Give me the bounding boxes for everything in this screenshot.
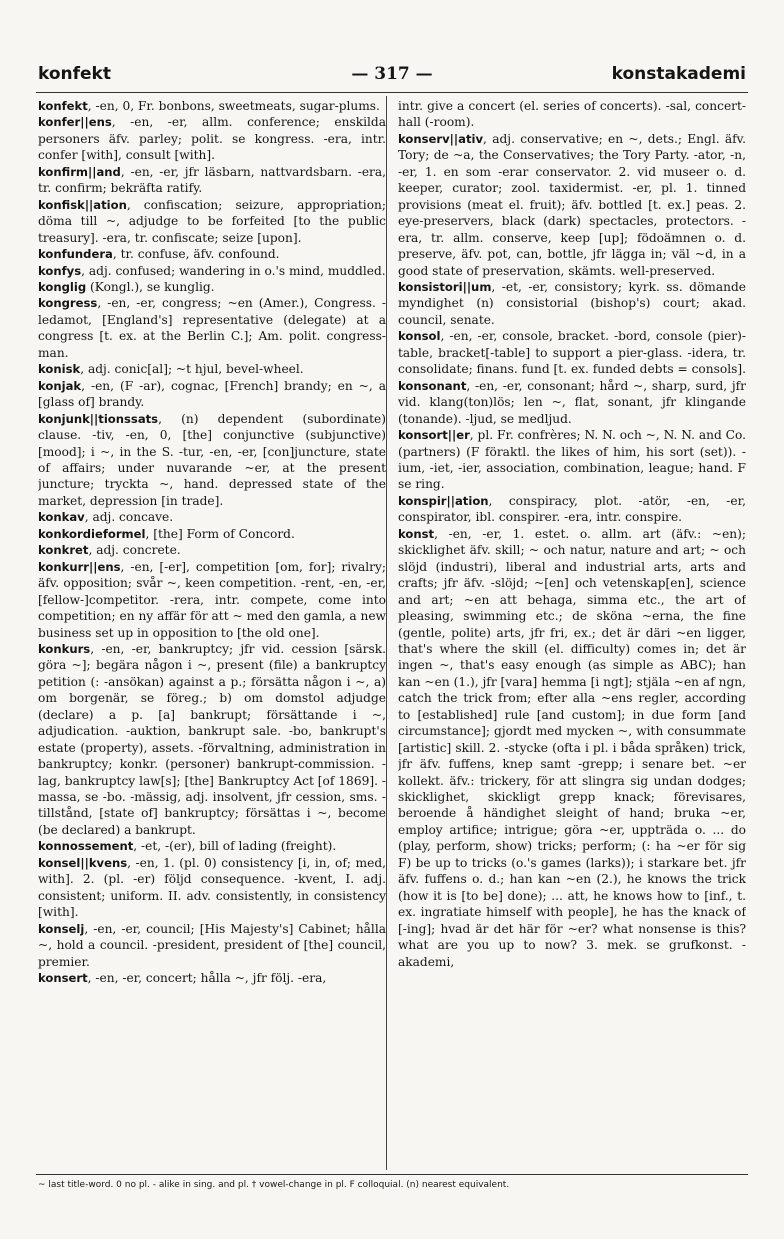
headword: konsol — [398, 329, 441, 344]
running-header — [38, 64, 746, 88]
headword: konspir||ation — [398, 493, 489, 508]
dictionary-entry: konkordieformel, [the] Form of Concord. — [38, 526, 295, 541]
dictionary-entry: konjunk||tionssats, (n) dependent (subordinate) clause. -tiv, -en, 0, [the] conjunctive (subjunctive) [mood]; i ~, in the S. -tur, -en, -er, [con]juncture, state of affairs; under nuvarande ~er, at the present juncture; tryckta ~, hand. depressed state of the market, depression [in trade]. — [38, 411, 386, 508]
dictionary-entry: konselj, -en, -er, council; [His Majesty's] Cabinet; hålla ~, hold a council. -president, president of [the] council, premier. — [38, 921, 386, 969]
dictionary-entry: konspir||ation, conspiracy, plot. -atör, -en, -er, conspirator, ibl. conspirer. -era, intr. conspire. — [398, 493, 746, 525]
dictionary-entry: intr. give a concert (el. series of concerts). -sal, concert-hall (-room). — [398, 99, 746, 130]
dictionary-entry: konsel||kvens, -en, 1. (pl. 0) consistency [i, in, of; med, with]. 2. (pl. -er) följd consequence. -kvent, I. adj. consistent; uniform. II. adv. consistently, in consistency [with]. — [38, 855, 386, 920]
headword: konglig — [38, 279, 87, 294]
dictionary-entry: konfys, adj. confused; wandering in o.'s mind, muddled. — [38, 263, 386, 278]
footer-rule — [36, 1174, 748, 1175]
dictionary-entry: konsert, -en, -er, concert; hålla ~, jfr följ. -era, — [38, 971, 327, 986]
dictionary-entry: konsonant, -en, -er, consonant; hård ~, sharp, surd, jfr vid. klang(ton)lös; len ~, flat, sonant, jfr klingande (tonande). -ljud, se medljud. — [398, 378, 746, 426]
dictionary-entry: konisk, adj. conic[al]; ~t hjul, bevel-wheel. — [38, 362, 304, 377]
right-guide-word: konstakademi — [611, 64, 746, 84]
headword: konjak — [38, 378, 82, 393]
headword: konfirm||and — [38, 164, 121, 179]
dictionary-entry: konsistori||um, -et, -er, consistory; kyrk. ss. dömande myndighet (n) consistorial (bishop's) court; akad. council, senate. — [398, 279, 746, 327]
headword: konfundera — [38, 247, 113, 262]
dictionary-entry: konsol, -en, -er, console, bracket. -bord, console (pier)-table, bracket[-table] to support a pier-glass. -idera, tr. consolidate; finans. fund [t. ex. funded debts = consols]. — [398, 329, 746, 377]
dictionary-entry: konfisk||ation, confiscation; seizure, appropriation; döma till ~, adjudge to be forfeited [to the public treasury]. -era, tr. confiscate; seize [upon]. — [38, 197, 386, 245]
column-divider — [386, 96, 387, 1170]
header-rule — [36, 92, 748, 93]
headword: konjunk||tionssats — [38, 411, 159, 426]
dictionary-entry: konkurs, -en, -er, bankruptcy; jfr vid. cession [särsk. göra ~]; begära någon i ~, present (file) a bankruptcy petition (: -ansökan) against a p.; försätta någon i ~, a) om borgenär, se föreg.; b) om domstol adjudge (declare) a p. [a] bankrupt; försättande i ~, adjudication. -auktion, bankrupt sale. -bo, bankrupt's estate (property), assets. -förvaltning, administration in bankruptcy; konkr. (personer) bankrupt-commission. -lag, bankruptcy law[s]; [the] Bankruptcy Act [of 1869]. -massa, se -bo. -mässig, adj. insolvent, jfr cession, sms. -tillstånd, [state of] bankruptcy; försättas i ~, become (be declared) a bankrupt. — [38, 641, 386, 837]
dictionary-entry: konglig (Kongl.), se kunglig. — [38, 279, 215, 294]
headword: konfisk||ation — [38, 197, 127, 212]
headword: konserv||ativ — [398, 131, 484, 146]
headword: konsel||kvens — [38, 855, 128, 870]
headword: konst — [398, 526, 435, 541]
dictionary-entry: konsort||er, pl. Fr. confrères; N. N. och ~, N. N. and Co. (partners) (F föraktl. the likes of him, his sort (set)). -ium, -iet, -ier, association, combination, league; hand. F se ring. — [398, 428, 746, 492]
dictionary-entry: konserv||ativ, adj. conservative; en ~, dets.; Engl. äfv. Tory; de ~a, the Conservatives; the Tory Party. -ator, -n, -er, 1. en som -erar conservator. 2. vid museer o. d. keeper, curator; zool. taxidermist. -er, pl. 1. tinned provisions (meat el. fruit); äfv. bottled [t. ex.] peas. 2. eye-preservers, black (dark) spectacles, protectors. -era, tr. allm. conserve, keep [up]; födoämnen o. d. preserve, äfv. pot, can, bottle, jfr lägga in; väl ~d, in a good state of preservation, skämts. well-preserved. — [398, 131, 746, 278]
headword: konfekt — [38, 99, 88, 113]
headword: konsert — [38, 971, 88, 986]
page-number: — 317 — — [351, 64, 433, 84]
dictionary-entry: konfer||ens, -en, -er, allm. conference; enskilda personers äfv. parley; polit. se kongress. -era, intr. confer [with], consult [with]. — [38, 115, 386, 163]
dictionary-entry: konjak, -en, (F -ar), cognac, [French] brandy; en ~, a [glass of] brandy. — [38, 378, 386, 410]
headword: konkret — [38, 543, 89, 558]
headword: konkurr||ens — [38, 559, 121, 574]
dictionary-entry: konnossement, -et, -(er), bill of lading (freight). — [38, 839, 337, 854]
dictionary-entry: konkret, adj. concrete. — [38, 543, 181, 558]
dictionary-entry: konkav, adj. concave. — [38, 510, 174, 525]
headword: konselj — [38, 921, 85, 936]
headword: konsonant — [398, 378, 467, 393]
dictionary-entry: konst, -en, -er, 1. estet. o. allm. art (äfv.: ~en); skicklighet äfv. skill; ~ och natur, nature and art; ~ och slöjd (industri), liberal and industrial arts, arts and crafts; jfr äfv. -slöjd; ~[en] och vetenskap[en], science and art; ~en att behaga, simma etc., the art of pleasing, swimming etc.; de sköna ~erna, the fine (gentle, polite) arts, jfr fri, ex.; det är däri ~en ligger, that's where the skill (el. difficulty) comes in; det är ingen ~, that's easy enough (as simple as ABC); han kan ~en (1.), jfr [vara] hemma [i ngt]; stjäla ~en af ngn, catch the trick from; efter alla ~ens regler, according to [established] rule [and custom]; in due form [and circumstance]; gjordt med mycken ~, with consummate [artistic] skill. 2. -stycke (ofta i pl. i båda språken) trick, jfr äfv. fuffens, knep samt -grepp; i senare bet. ~er kollekt. äfv.: trickery, för att slingra sig undan dodges; skicklighet, skickligt grepp knack; förevisares, beroende å händighet sleight of hand; bruka ~er, employ artifice; intrigue; göra ~er, uppträda o. ... do (play, perform, show) tricks; perform; (: ha ~er för sig F) be up to tricks (o.'s games (larks)); i starkare bet. jfr äfv. fuffens o. d.; han kan ~en (2.), he knows the trick (how it is [to be] done); ... att, he knows how to [inf., t. ex. ingratiate himself with people], he has the knack of [-ing]; hvad är det här för ~er? what nonsense is this? what are you up to now? 3. mek. se grufkonst. -akademi, — [398, 526, 746, 969]
right-column — [398, 98, 746, 1170]
headword: kongress — [38, 296, 98, 311]
headword: konkordieformel — [38, 526, 146, 541]
headword: konfer||ens — [38, 115, 112, 130]
dictionary-entry: konkurr||ens, -en, [-er], competition [om, for]; rivalry; äfv. opposition; svår ~, keen competition. -rent, -en, -er, [fellow-]competitor. -rera, intr. compete, come into competition; en ny affär för att ~ med den gamla, a new business set up in opposition to [the old one]. — [38, 559, 386, 640]
headword: konnossement — [38, 839, 134, 854]
headword: konisk — [38, 362, 81, 377]
dictionary-entry: kongress, -en, -er, congress; ~en (Amer.), Congress. -ledamot, [England's] representative (delegate) at a congress [t. ex. at the Berlin C.]; Am. polit. congress-man. — [38, 296, 386, 360]
dictionary-entry: konfekt, -en, 0, Fr. bonbons, sweetmeats, sugar-plums. — [38, 99, 380, 113]
dictionary-entry: konfundera, tr. confuse, äfv. confound. — [38, 247, 280, 262]
headword: konsort||er — [398, 428, 470, 443]
left-column — [38, 98, 386, 1170]
dictionary-entry: konfirm||and, -en, -er, jfr läsbarn, nattvardsbarn. -era, tr. confirm; bekräfta ratify. — [38, 164, 386, 196]
headword: konkurs — [38, 641, 91, 656]
headword: konkav — [38, 510, 85, 525]
abbreviation-key: ~ last title-word. 0 no pl. - alike in sing. and pl. † vowel-change in pl. F colloquial. (n) nearest equivalent. — [38, 1180, 510, 1190]
headword: konsistori||um — [398, 279, 492, 294]
left-guide-word: konfekt — [38, 64, 111, 84]
headword: konfys — [38, 263, 82, 278]
